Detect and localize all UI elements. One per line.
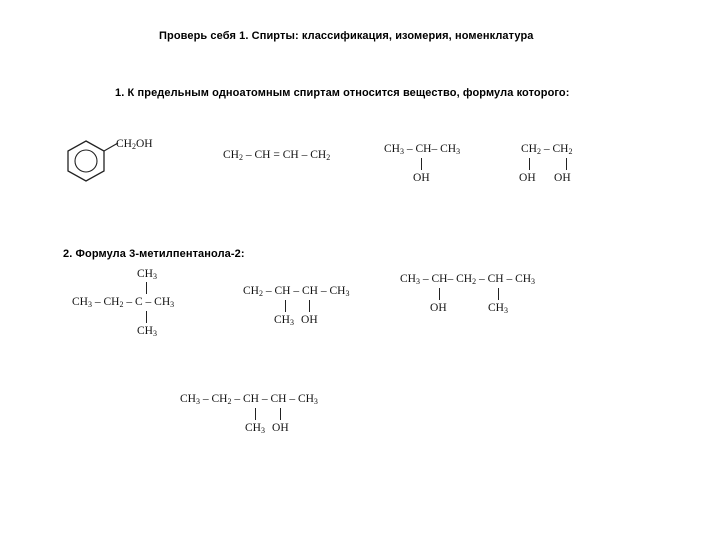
bond-line <box>285 300 286 312</box>
q2-option-b-formula: $CH_2$ – CH – CH – $CH_3$ <box>243 285 350 298</box>
q1-option-2-formula: $CH_2$ – CH = CH – $CH_2$ <box>223 149 331 162</box>
bond-line <box>439 288 440 300</box>
q2-option-c-formula: $CH_3 - CH-$ $CH_2$ – CH – $CH_3$ <box>400 273 536 286</box>
bond-line <box>529 158 530 170</box>
bond-line <box>255 408 256 420</box>
bond-line <box>146 282 147 294</box>
q1-option-1-substituent: $CH_2OH$ <box>116 138 153 151</box>
q1-option-4-substituent-right: OH <box>554 172 571 184</box>
q2-option-a-top: $CH_3$ <box>137 268 157 281</box>
q2-option-c-substituent-right: $CH_3$ <box>488 302 508 315</box>
q2-option-d-substituent-left: $CH_3$ <box>245 422 265 435</box>
bond-line <box>421 158 422 170</box>
bond-line <box>146 311 147 323</box>
q2-option-d-formula: $CH_3 - CH_2$ – CH – CH – $CH_3$ <box>180 393 318 406</box>
bond-line <box>309 300 310 312</box>
question-1-text: 1. К предельным одноатомным спиртам относится вещество, формула которого: <box>115 87 570 99</box>
q2-option-b-substituent-right: OH <box>301 314 318 326</box>
benzene-ring-icon <box>62 137 122 187</box>
q2-option-d-substituent-right: OH <box>272 422 289 434</box>
q2-option-b-substituent-left: $CH_3$ <box>274 314 294 327</box>
bond-line <box>498 288 499 300</box>
q1-option-3-formula: $CH_3 - CH-$ $CH_3$ <box>384 143 461 156</box>
q1-option-4-formula: $CH_2 - CH_2$ <box>521 143 573 156</box>
bond-line <box>566 158 567 170</box>
q2-option-a-bottom: $CH_3$ <box>137 325 157 338</box>
q1-option-3-substituent: OH <box>413 172 430 184</box>
q1-option-4-substituent-left: OH <box>519 172 536 184</box>
q2-option-a-formula: $CH_3 - CH_2$ – C – $CH_3$ <box>72 296 175 309</box>
question-2-text: 2. Формула 3-метилпентанола-2: <box>63 248 245 260</box>
q2-option-c-substituent-left: OH <box>430 302 447 314</box>
page-title: Проверь себя 1. Спирты: классификация, изомерия, номенклатура <box>159 30 534 42</box>
bond-line <box>280 408 281 420</box>
